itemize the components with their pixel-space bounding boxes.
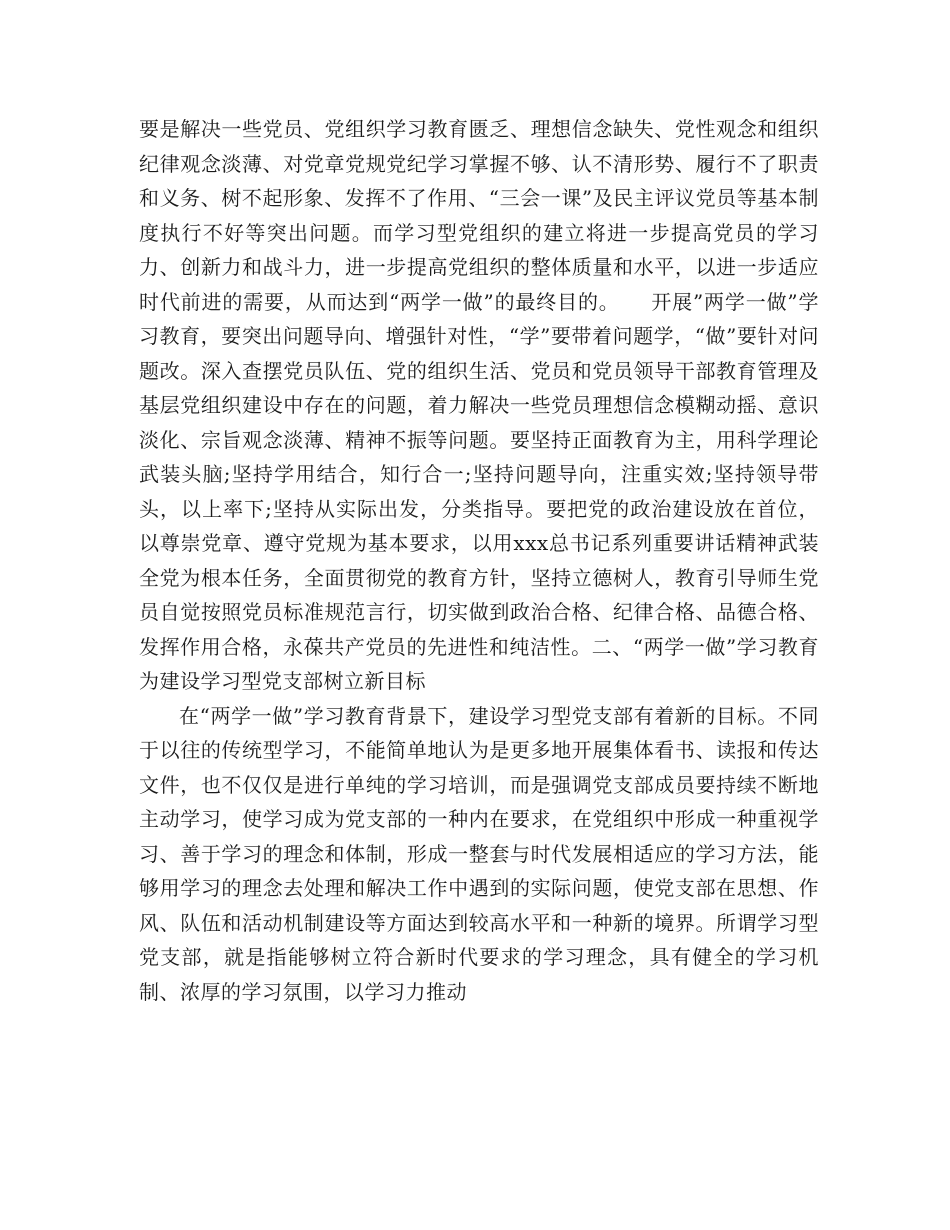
paragraph-2: 在“两学一做”学习教育背景下，建设学习型党支部有着新的目标。不同于以往的传统型学习，不能简单地认为是更多地开展集体看书、读报和传达文件，也不仅仅是进行单纯的学习培训，而是强调党支部成员要持续不断地主动学习，使学习成为党支部的一种内在要求，在党组织中形成一种重视学习、善于学习的理念和体制，形成一整套与时代发展相适应的学习方法，能够用学习的理念去处理和解决工作中遇到的实际问题，使党支部在思想、作风、队伍和活动机制建设等方面达到较高水平和一种新的境界。所谓学习型党支部，就是指能够树立符合新时代要求的学习理念，具有健全的学习机制、浓厚的学习氛围，以学习力推动 <box>139 703 819 1004</box>
paragraph-1: 要是解决一些党员、党组织学习教育匮乏、理想信念缺失、党性观念和组织纪律观念淡薄、对党章党规党纪学习掌握不够、认不清形势、履行不了职责和义务、树不起形象、发挥不了作用、“三会一课”及民主评议党员等基本制度执行不好等突出问题。而学习型党组织的建立将进一步提高党员的学习力、创新力和战斗力，进一步提高党组织的整体质量和水平，以进一步适应时代前进的需要，从而达到“两学一做”的最终目的。 开展”两学一做”学习教育，要突出问题导向、增强针对性，“学”要带着问题学，“做”要针对问题改。深入查摆党员队伍、党的组织生活、党员和党员领导干部教育管理及基层党组织建设中存在的问题，着力解决一些党员理想信念模糊动摇、意识淡化、宗旨观念淡薄、精神不振等问题。要坚持正面教育为主，用科学理论武装头脑;坚持学用结合，知行合一;坚持问题导向，注重实效;坚持领导带头，以上率下;坚持从实际出发，分类指导。要把党的政治建设放在首位，以尊崇党章、遵守党规为基本要求，以用xxx总书记系列重要讲话精神武装全党为根本任务，全面贯彻党的教育方针，坚持立德树人，教育引导师生党员自觉按照党员标准规范言行，切实做到政治合格、纪律合格、品德合格、发挥作用合格，永葆共产党员的先进性和纯洁性。二、“两学一做”学习教育为建设学习型党支部树立新目标 <box>139 117 819 693</box>
document-body <box>139 112 819 1009</box>
